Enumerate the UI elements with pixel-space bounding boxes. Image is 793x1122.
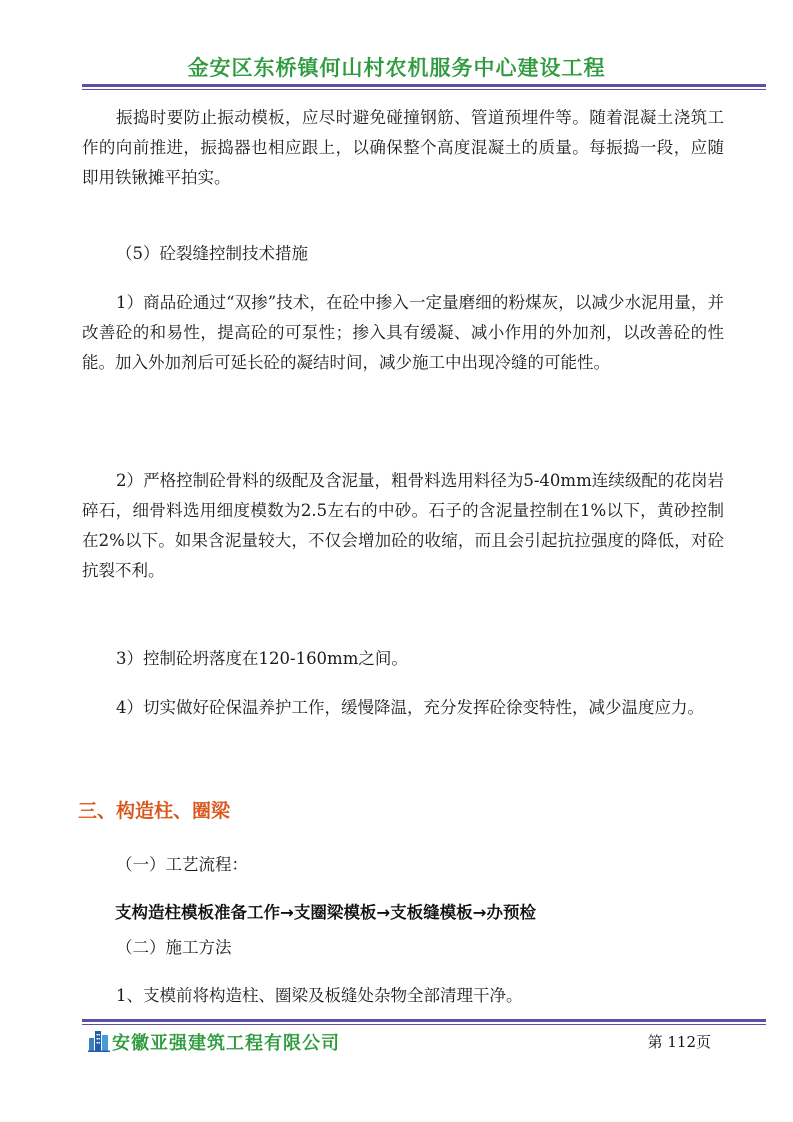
paragraph-vibration	[82, 103, 724, 193]
list-item-1	[82, 288, 724, 378]
header-rule-thick	[82, 84, 766, 87]
subheading-text: （二）施工方法	[116, 938, 232, 957]
list-item-text: 3）控制砼坍落度在120-160mm之间。	[116, 649, 408, 668]
list-item-text: 4）切实做好砼保温养护工作，缓慢降温，充分发挥砼徐变特性，减少温度应力。	[116, 698, 704, 717]
footer-rule-thin	[82, 1024, 766, 1025]
building-logo-icon	[88, 1028, 110, 1052]
section-heading: 三、构造柱、圈梁	[78, 800, 231, 822]
footer-company-name: 安徽亚强建筑工程有限公司	[112, 1033, 340, 1054]
paragraph-text: 振捣时要防止振动模板，应尽时避免碰撞钢筋、管道预埋件等。随着混凝土浇筑工作的向前推进，振捣器也相应跟上，以确保整个高度混凝土的质量。每振捣一段，应随即用铁锹摊平拍实。	[82, 108, 724, 187]
subheading-text: （一）工艺流程：	[116, 855, 248, 874]
list-item-4	[82, 693, 724, 723]
subheading-process	[82, 850, 724, 880]
subheading-crack-control	[82, 239, 724, 269]
subheading-method	[82, 933, 724, 963]
header-rule-thin	[82, 89, 766, 90]
list-item-2	[82, 466, 724, 586]
page-header-title: 金安区东桥镇何山村农机服务中心建设工程	[187, 56, 606, 80]
method-item-1	[82, 981, 724, 1011]
method-item-text: 1、支模前将构造柱、圈梁及板缝处杂物全部清理干净。	[116, 986, 523, 1005]
list-item-text: 1）商品砼通过“双掺”技术，在砼中掺入一定量磨细的粉煤灰，以减少水泥用量，并改善砼的和易性，提高砼的可泵性；掺入具有缓凝、减小作用的外加剂，以改善砼的性能。加入外加剂后可延长砼的凝结时间，减少施工中出现冷缝的可能性。	[82, 293, 724, 372]
footer-page-number: 第 112页	[647, 1033, 711, 1051]
subheading-text: （5）砼裂缝控制技术措施	[116, 244, 308, 263]
footer-rule-thick	[82, 1019, 766, 1022]
process-flow-line: 支构造柱模板准备工作→支圈梁模板→支板缝模板→办预检	[115, 903, 536, 922]
list-item-text: 2）严格控制砼骨料的级配及含泥量，粗骨料选用料径为5-40mm连续级配的花岗岩碎石，细骨料选用细度模数为2.5左右的中砂。石子的含泥量控制在1%以下，黄砂控制在2%以下。如果含泥量较大，不仅会增加砼的收缩，而且会引起抗拉强度的降低，对砼抗裂不利。	[82, 471, 724, 580]
list-item-3	[82, 644, 724, 674]
